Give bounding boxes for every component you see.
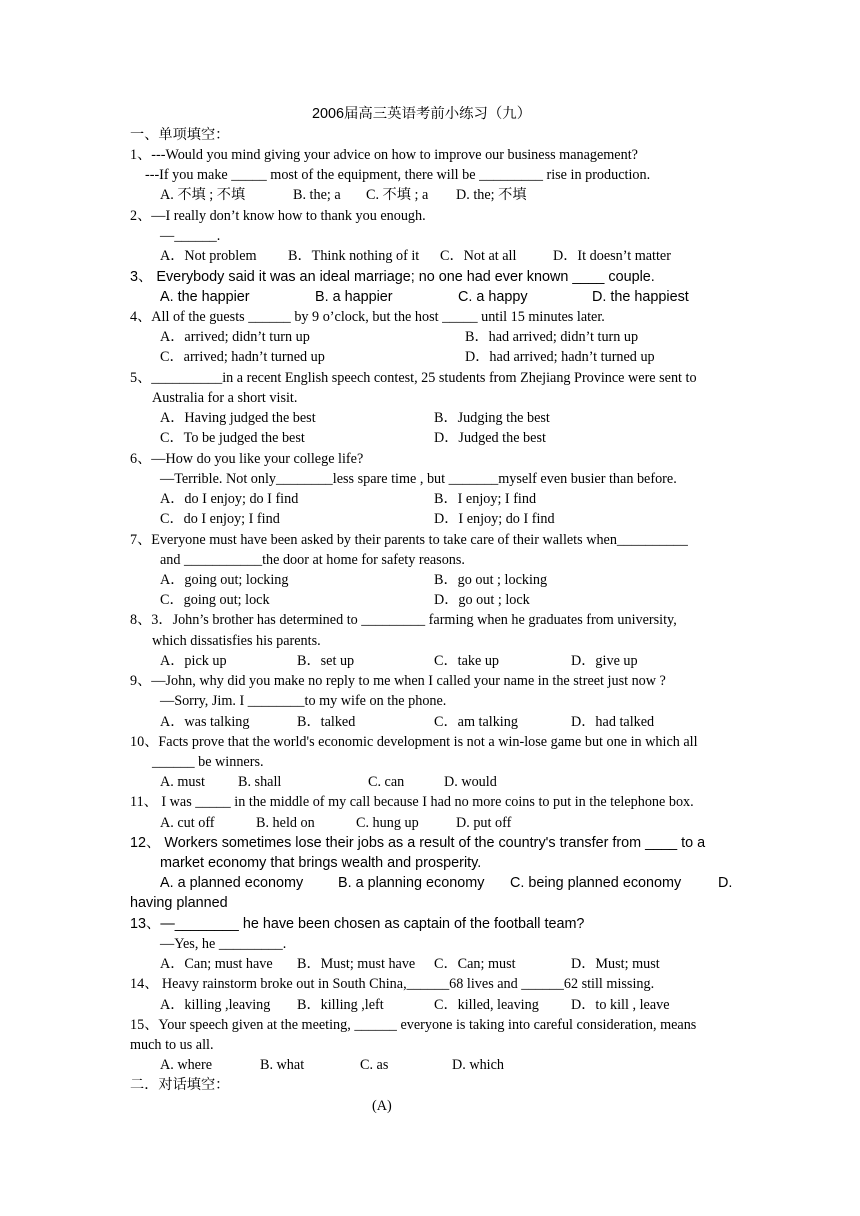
option-d: D．I enjoy; do I find — [434, 511, 555, 527]
question-12-stem-line2: market economy that brings wealth and prosperity. — [160, 855, 482, 871]
option-b: B. shall — [238, 774, 282, 790]
option-a: A. the happier — [160, 289, 250, 305]
option-c: C. being planned economy — [510, 875, 682, 891]
question-1-stem-line2: ---If you make _____ most of the equipment, there will be _________ rise in production. — [145, 167, 651, 183]
option-c: C．am talking — [434, 714, 518, 730]
question-5-options-row1 — [160, 408, 550, 428]
subsection-label: (A) — [372, 1098, 392, 1114]
option-d: D．Must; must — [571, 956, 660, 972]
option-a: A. a planned economy — [160, 875, 304, 891]
question-7-options-row2 — [160, 590, 530, 610]
question-4-stem: 4、All of the guests ______ by 9 o’clock, but the host _____ until 15 minutes later. — [130, 309, 605, 325]
option-b: B. a planning economy — [338, 875, 485, 891]
option-c: C．going out; lock — [160, 592, 270, 608]
question-6-stem-line2: —Terrible. Not only________less spare time , but _______myself even busier than before. — [160, 471, 677, 487]
question-15-stem-line2: much to us all. — [130, 1037, 214, 1053]
question-13-options — [160, 954, 660, 974]
page-title: 2006届高三英语考前小练习（九） — [312, 106, 532, 122]
question-8-stem-line2: which dissatisfies his parents. — [152, 633, 321, 649]
question-7-stem: 7、Everyone must have been asked by their parents to take care of their wallets when__________ — [130, 532, 688, 548]
question-11-stem: 11、 I was _____ in the middle of my call because I had no more coins to put in the telephone box. — [130, 794, 694, 810]
question-11-options — [160, 813, 511, 833]
option-a: A．do I enjoy; do I find — [160, 491, 299, 507]
option-c: C．do I enjoy; I find — [160, 511, 280, 527]
option-a: A．was talking — [160, 714, 250, 730]
question-2-stem-line2: —______. — [160, 228, 221, 244]
question-6-stem: 6、—How do you like your college life? — [130, 451, 364, 467]
option-b: B．Judging the best — [434, 410, 550, 426]
option-a: A. 不填 ; 不填 — [160, 187, 246, 203]
question-4-options-row1 — [160, 327, 638, 347]
question-5-stem: 5、__________in a recent English speech contest, 25 students from Zhejiang Province were sent to — [130, 370, 697, 386]
option-d: D．give up — [571, 653, 638, 669]
option-b: B．I enjoy; I find — [434, 491, 537, 507]
option-c: C．To be judged the best — [160, 430, 305, 446]
question-12-option-d-text: having planned — [130, 895, 228, 911]
option-d: D．to kill , leave — [571, 997, 670, 1013]
option-a: A. must — [160, 774, 205, 790]
option-c: C．Not at all — [440, 248, 517, 264]
option-a: A．arrived; didn’t turn up — [160, 329, 310, 345]
question-5-options-row2 — [160, 428, 546, 448]
option-a: A．pick up — [160, 653, 227, 669]
option-c: C. hung up — [356, 815, 419, 831]
option-c: C．arrived; hadn’t turned up — [160, 349, 325, 365]
option-a: A．killing ,leaving — [160, 997, 271, 1013]
option-c: C. 不填 ; a — [366, 187, 429, 203]
option-a: A．Can; must have — [160, 956, 273, 972]
question-6-options-row1 — [160, 489, 536, 509]
question-2-options — [160, 246, 671, 266]
question-15-stem: 15、Your speech given at the meeting, ______ everyone is taking into careful consideration, means — [130, 1017, 697, 1033]
question-12-options — [160, 873, 734, 893]
option-d: D．It doesn’t matter — [553, 248, 671, 264]
option-a: A. where — [160, 1057, 212, 1073]
option-d: D. the; 不填 — [456, 187, 527, 203]
question-10-stem: 10、Facts prove that the world's economic development is not a win-lose game but one in which all — [130, 734, 698, 750]
question-4-options-row2 — [160, 347, 655, 367]
option-b: B. the; a — [293, 187, 341, 203]
section-heading-2: 二．对话填空： — [130, 1077, 230, 1093]
question-14-stem: 14、 Heavy rainstorm broke out in South China,______68 lives and ______62 still missing. — [130, 976, 655, 992]
question-1-options — [160, 185, 527, 205]
option-d: D. would — [444, 774, 497, 790]
question-7-options-row1 — [160, 570, 547, 590]
option-c: C. a happy — [458, 289, 528, 305]
option-d: D. put off — [456, 815, 512, 831]
question-6-options-row2 — [160, 509, 555, 529]
option-c: C．killed, leaving — [434, 997, 539, 1013]
question-3-options — [160, 287, 689, 307]
option-d: D. which — [452, 1057, 505, 1073]
option-b: B．talked — [297, 714, 356, 730]
option-b: B. held on — [256, 815, 315, 831]
option-c: C．Can; must — [434, 956, 516, 972]
question-14-options — [160, 995, 670, 1015]
option-d: D．had talked — [571, 714, 655, 730]
option-a: A．going out; locking — [160, 572, 289, 588]
section-heading-1: 一、单项填空： — [130, 127, 230, 143]
option-d: D. the happiest — [592, 289, 689, 305]
question-9-options — [160, 712, 654, 732]
option-d: D. — [718, 875, 733, 891]
question-10-options — [160, 772, 497, 792]
option-b: B．go out ; locking — [434, 572, 548, 588]
question-12-stem: 12、 Workers sometimes lose their jobs as a result of the country's transfer from ____ to a — [130, 835, 706, 851]
question-3-stem: 3、 Everybody said it was an ideal marriage; no one had ever known ____ couple. — [130, 269, 655, 285]
option-d: D．Judged the best — [434, 430, 546, 446]
question-10-stem-line2: ______ be winners. — [152, 754, 264, 770]
option-b: B. a happier — [315, 289, 393, 305]
question-8-stem: 8、3．John’s brother has determined to _________ farming when he graduates from university, — [130, 612, 677, 628]
question-15-options — [160, 1055, 504, 1075]
question-9-stem-line2: —Sorry, Jim. I ________to my wife on the phone. — [160, 693, 447, 709]
option-b: B．Think nothing of it — [288, 248, 420, 264]
question-9-stem: 9、—John, why did you make no reply to me when I called your name in the street just now ? — [130, 673, 666, 689]
question-2-stem: 2、—I really don’t know how to thank you enough. — [130, 208, 426, 224]
option-c: C．take up — [434, 653, 500, 669]
question-7-stem-line2: and ___________the door at home for safety reasons. — [160, 552, 465, 568]
option-b: B．Must; must have — [297, 956, 416, 972]
question-1-stem: 1、---Would you mind giving your advice on how to improve our business management? — [130, 147, 638, 163]
option-b: B．killing ,left — [297, 997, 384, 1013]
option-d: D．had arrived; hadn’t turned up — [465, 349, 655, 365]
option-b: B. what — [260, 1057, 305, 1073]
option-b: B．had arrived; didn’t turn up — [465, 329, 639, 345]
option-a: A．Having judged the best — [160, 410, 316, 426]
option-c: C. as — [360, 1057, 389, 1073]
question-13-number-stem: 13、—________ he have been chosen as captain of the football team? — [130, 916, 585, 932]
option-a: A．Not problem — [160, 248, 257, 264]
question-8-options — [160, 651, 638, 671]
option-d: D．go out ; lock — [434, 592, 530, 608]
option-c: C. can — [368, 774, 405, 790]
question-5-stem-line2: Australia for a short visit. — [152, 390, 298, 406]
option-a: A. cut off — [160, 815, 215, 831]
question-13-stem-line2: —Yes, he _________. — [160, 936, 287, 952]
option-b: B．set up — [297, 653, 355, 669]
